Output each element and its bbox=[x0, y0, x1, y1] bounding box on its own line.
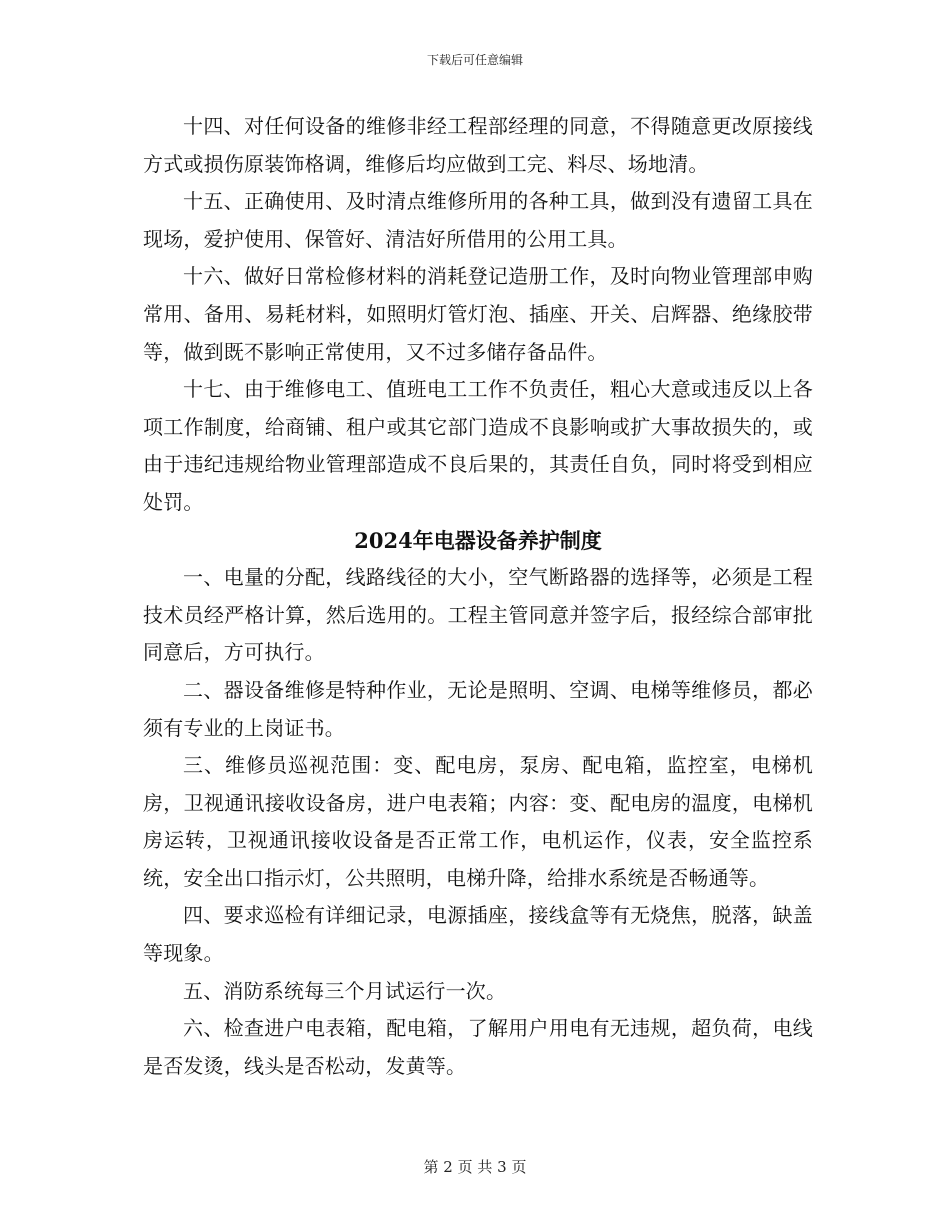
paragraph-6: 六、检查进户电表箱，配电箱，了解用户用电有无违规，超负荷，电线是否发烫，线头是否松动，发黄等。 bbox=[143, 1016, 813, 1078]
section-title: 2024年电器设备养护制度 bbox=[354, 527, 602, 553]
page-number-footer: 第 2 页 共 3 页 bbox=[423, 1158, 527, 1176]
page-header-note: 下载后可任意编辑 bbox=[426, 53, 523, 67]
paragraph-14: 十四、对任何设备的维修非经工程部经理的同意，不得随意更改原接线方式或损伤原装饰格调，维修后均应做到工完、料尽、场地清。 bbox=[143, 114, 813, 176]
paragraph-2: 二、器设备维修是特种作业，无论是照明、空调、电梯等维修员，都必须有专业的上岗证书。 bbox=[143, 677, 813, 740]
paragraph-4: 四、要求巡检有详细记录，电源插座，接线盒等有无烧焦，脱落，缺盖等现象。 bbox=[143, 903, 813, 966]
paragraph-15: 十五、正确使用、及时清点维修所用的各种工具，做到没有遗留工具在现场，爱护使用、保管好、清洁好所借用的公用工具。 bbox=[143, 189, 813, 251]
paragraph-16: 十六、做好日常检修材料的消耗登记造册工作，及时向物业管理部申购常用、备用、易耗材料，如照明灯管灯泡、插座、开关、启辉器、绝缘胶带等，做到既不影响正常使用，又不过多储存备品件。 bbox=[143, 264, 813, 364]
paragraph-5: 五、消防系统每三个月试运行一次。 bbox=[183, 978, 507, 1003]
paragraph-1: 一、电量的分配，线路线径的大小，空气断路器的选择等，必须是工程技术员经严格计算，然后选用的。工程主管同意并签字后，报经综合部审批同意后，方可执行。 bbox=[143, 565, 813, 665]
paragraph-3: 三、维修员巡视范围：变、配电房，泵房、配电箱，监控室，电梯机房，卫视通讯接收设备房，进户电表箱；内容：变、配电房的温度，电梯机房运转，卫视通讯接收设备是否正常工作，电机运作，仪表，安全监控系统，安全出口指示灯，公共照明，电梯升降，给排水系统是否畅通等。 bbox=[143, 753, 813, 890]
document-body bbox=[143, 108, 813, 1085]
paragraph-17: 十七、由于维修电工、值班电工工作不负责任，粗心大意或违反以上各项工作制度，给商铺、租户或其它部门造成不良影响或扩大事故损失的，或由于违纪违规给物业管理部造成不良后果的，其责任自负，同时将受到相应处罚。 bbox=[143, 377, 813, 514]
